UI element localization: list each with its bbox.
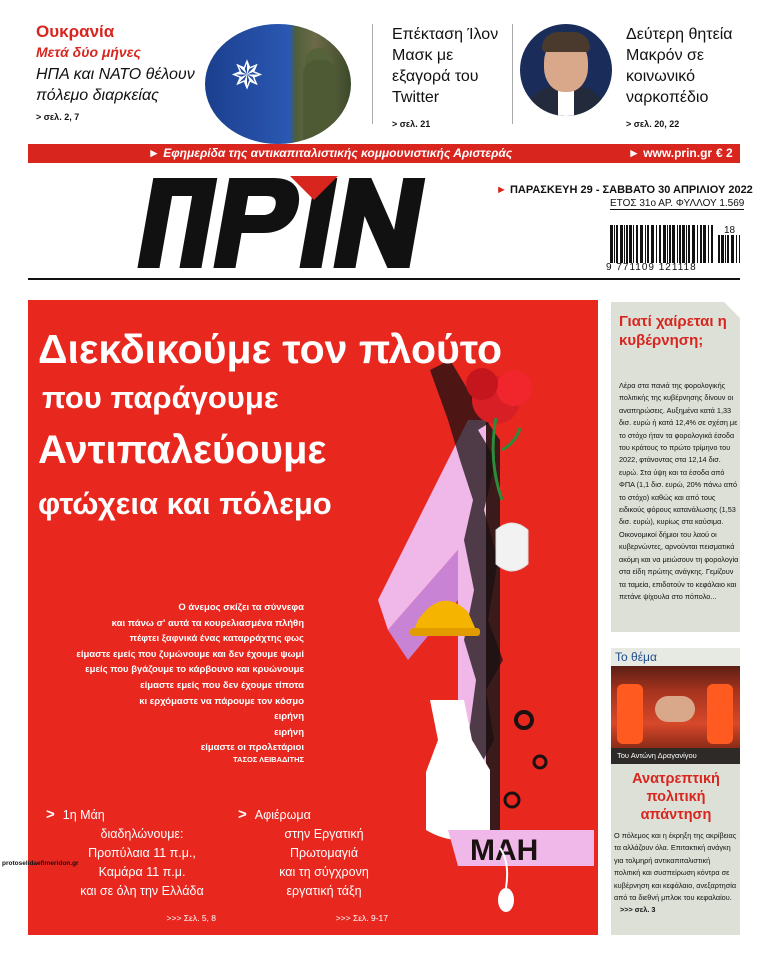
teaser-headline: ΗΠΑ και ΝΑΤΟ θέλουν πόλεμο διαρκείας — [36, 66, 195, 104]
nato-flag-photo — [205, 24, 351, 144]
prin-logo — [130, 174, 440, 272]
face-mask — [496, 523, 528, 571]
photo-vest — [707, 684, 733, 744]
headline-line-2: που παράγουμε — [42, 380, 279, 415]
sidebar-body: Λέρα στα πανιά της φορολογικής πολιτικής της κυβέρνησης δίνουν οι αναπηρώσεις. Αυξημένα κατά 1,33 δισ. ευρώ ή κατά 12,4% σε σχέση με το στόχο ήταν τα φορολογικά έσοδα του κράτους το πρώτο τρίμηνο του 2022, φτάνοντας στα 12,14 δισ. ευρώ. Στα ύψη και τα έσοδα από ΦΠΑ (1,1 δισ. ευρώ, 20% πάνω από το στόχο) καθώς και από τους ειδικούς φόρους κατανάλωσης (1,53 δισ. ευρώ), κυρίως στα καύσιμα. Οικονομικοί δήμιοι του λαού οι κυβερνώντες, αρνούνται πεισματικά ακόμη και να μειώσουν τη φορολογία στα είδη πρώτης ανάγκης. Γεμίζουν τα ταμεία, επιδοτούν το κεφάλαιο και πετάνε ψίχουλα στο πόπολο... — [619, 381, 739, 601]
gear-icon — [516, 712, 532, 728]
teaser-musk[interactable] — [392, 24, 512, 135]
poem-author: ΤΑΣΟΣ ΛΕΙΒΑΔΙΤΗΣ — [233, 755, 304, 764]
barcode-number: 9 771109 121118 — [606, 262, 697, 273]
banner-slogan: ► Εφημερίδα της αντικαπιταλιστικής κομμουνιστικής Αριστεράς — [148, 146, 513, 160]
column-divider — [372, 24, 373, 124]
photo-vest — [617, 684, 643, 744]
teaser-macron[interactable] — [626, 24, 756, 135]
headline-line-4: φτώχεια και πόλεμο — [38, 486, 332, 521]
barcode-icon — [610, 225, 714, 263]
website-link[interactable]: ► www.prin.gr — [628, 146, 713, 160]
chevron-right-icon: > — [46, 806, 55, 823]
issue-number: ΕΤΟΣ 31ο ΑΡ. ΦΥΛΛΟΥ 1.569 — [610, 198, 745, 209]
poem-line: είμαστε εμείς που ζυμώνουμε και δεν έχουμε ψωμί — [76, 648, 304, 660]
macron-photo — [520, 24, 612, 116]
poem-line: ειρήνη — [274, 726, 304, 738]
poem — [74, 600, 304, 756]
barcode-addon-number: 18 — [724, 225, 736, 236]
photo-hair — [542, 32, 590, 52]
chevron-right-icon: > — [238, 806, 247, 823]
theme-title: Ανατρεπτική πολιτική απάντηση — [632, 771, 720, 823]
theme-body: Ο πόλεμος και η έκρηξη της ακρίβειας τα αλλάζουν όλα. Επιτακτική ανάγκη για τολμηρή αντικαπιταλιστική πολιτική και συσπείρωση κόντρα σε κυβέρνηση και κεφάλαιο, ανεξαρτησία από τα διεθνή μπλοκ του κεφαλαίου. >>> σελ. 3 — [614, 831, 737, 915]
demonstration-box[interactable]: > 1η Μάη διαδηλώνουμε: Προπύλαια 11 π.μ., Καμάρα 11 π.μ. και σε όλη την Ελλάδα >>> Σελ. 5, 8 — [46, 805, 216, 928]
page-reference: >>> σελ. 3 — [620, 905, 656, 915]
poem-line: πέφτει ξαφνικά ένας καταρράχτης φως — [129, 633, 304, 645]
poem-line: ειρήνη — [274, 711, 304, 723]
page-reference: >>> Σελ. 5, 8 — [166, 913, 216, 923]
poem-line: κι ερχόμαστε να πάρουμε τον κόσμο — [139, 695, 304, 707]
issue-date: ► ΠΑΡΑΣΚΕΥΗ 29 - ΣΑΒΒΑΤΟ 30 ΑΠΡΙΛΙΟΥ 2022 — [496, 184, 753, 196]
teaser-headline: Επέκταση Ίλον Μασκ με εξαγορά του Twitter — [392, 26, 499, 106]
page-reference: > σελ. 2, 7 — [36, 112, 80, 122]
theme-section-label: Το θέμα — [611, 648, 740, 666]
sidebar-title: Γιατί χαίρεται η κυβέρνηση; — [619, 313, 727, 349]
photo-hands — [655, 696, 695, 722]
arrow-icon: ► — [496, 184, 510, 196]
watermark: protoselidaefimeridon.gr — [2, 860, 79, 867]
column-divider — [512, 24, 513, 124]
may-label: ΜΑΗ — [470, 834, 539, 867]
poem-line: και πάνω σ' αυτά τα κουρελιασμένα πλήθη — [111, 617, 304, 629]
teaser-headline: Δεύτερη θητεία Μακρόν σε κοινωνικό ναρκοπέδιο — [626, 26, 733, 106]
feature-box[interactable]: > Αφιέρωμα στην Εργατική Πρωτομαγιά και τη σύγχρονη εργατική τάξη >>> Σελ. 9-17 — [238, 805, 388, 928]
soldier-figure — [303, 60, 337, 144]
poem-line: είμαστε εμείς που δεν έχουμε τίποτα — [140, 679, 304, 691]
barcode-addon-icon — [718, 235, 740, 263]
sidebar-article[interactable] — [611, 302, 740, 632]
poem-line: εμείς που βγάζουμε το κάρβουνο και κρυώνουμε — [85, 664, 304, 676]
main-story[interactable] — [28, 300, 598, 935]
headline-line-1: Διεκδικούμε τον πλούτο — [38, 326, 503, 372]
poem-line: είμαστε οι προλετάριοι — [200, 742, 304, 754]
masthead-rule — [28, 278, 740, 280]
teaser-kicker: Ουκρανία — [36, 22, 115, 41]
headline-line-3: Αντιπαλεύουμε — [38, 428, 327, 472]
theme-photo — [611, 666, 740, 748]
page-reference: > σελ. 20, 22 — [626, 119, 680, 129]
poem-line: Ο άνεμος σκίζει τα σύννεφα — [178, 602, 304, 613]
teaser-strip — [0, 0, 768, 140]
nato-star-icon: ✵ — [230, 54, 264, 98]
page-reference: > σελ. 21 — [392, 119, 431, 129]
teaser-subkicker: Μετά δύο μήνες — [36, 44, 141, 60]
page-reference: >>> Σελ. 9-17 — [335, 913, 388, 923]
slogan-banner — [28, 144, 740, 163]
price-label: € 2 — [716, 146, 733, 160]
theme-byline: Του Αντώνη Δραγανίγου — [611, 748, 740, 764]
computer-mouse — [498, 888, 514, 912]
